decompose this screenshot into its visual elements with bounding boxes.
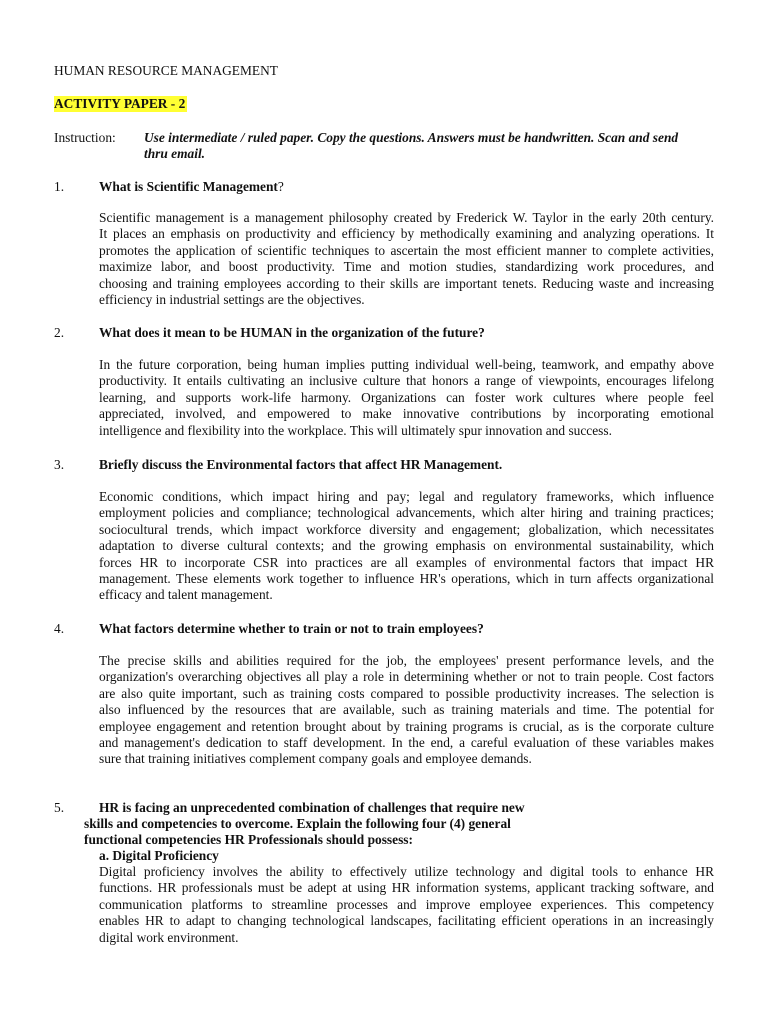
answer-line: efficacy and talent management. [99,587,273,603]
answer-line: In the future corporation, being human implies putting individual well-being, teamwork, and empathy above [99,357,714,372]
answer-line: management. These elements work together to influence HR's operations, which in turn affects organizational [99,571,714,587]
answer-paragraph [99,864,714,946]
answer-line: are also quite important, such as training costs compared to possible productivity increases. The selection is [99,685,714,701]
answer-line: organization's overarching objectives all play a role in determining whether or not to train people. Cost factors [99,669,714,685]
question-text: What does it mean to be HUMAN in the organization of the future? [99,325,485,340]
question-number: 3. [54,457,65,472]
answer-line: digital work environment. [99,929,239,945]
question-text: What factors determine whether to train or not to train employees? [99,621,484,636]
answer-line: also influenced by the resources that are available, such as training materials and time. The potential for [99,702,714,718]
answer-line: functions. HR professionals must be adept at using HR information systems, applicant tracking software, and [99,880,714,896]
answer-line: intelligence and flexibility into the workplace. This will ultimately spur innovation and success. [99,422,612,438]
activity-title: ACTIVITY PAPER - 2 [54,96,186,111]
answer-line: Economic conditions, which impact hiring and pay; legal and regulatory frameworks, which influence [99,489,714,504]
instruction-line: Use intermediate / ruled paper. Copy the questions. Answers must be handwritten. Scan and send [144,130,679,145]
question-text: skills and competencies to overcome. Explain the following four (4) general [84,816,511,831]
question-text: HR is facing an unprecedented combination of challenges that require new [99,800,525,815]
answer-line: sociocultural trends, which impact workforce diversity and engagement; globalization, which necessitates [99,521,714,537]
answer-line: Scientific management is a management philosophy created by Frederick W. Taylor in the early 20th century. [99,210,714,225]
question-number: 5. [54,800,65,815]
answer-line: productivity. It entails cultivating an inclusive culture that honors a range of viewpoints, encourages lifelong [99,373,714,389]
instruction-line: thru email. [144,146,206,162]
answer-line: maximize labor, and boost productivity. Time and motion studies, standardizing work procedures, and [99,259,714,275]
answer-line: efficiency in industrial settings are the objectives. [99,292,365,308]
document-header: HUMAN RESOURCE MANAGEMENT [54,63,278,78]
question-number: 1. [54,179,65,194]
answer-line: The precise skills and abilities required for the job, the employees' present performance levels, and the [99,653,714,668]
question-number: 2. [54,325,65,340]
answer-line: enables HR to adapt to changing technological landscapes, facilitating efficient operations in an increasingly [99,913,714,929]
answer-paragraph [99,653,714,768]
question-text: functional competencies HR Professionals should possess: [84,832,413,847]
answer-line: and management's dedication to staff development. In the end, a careful evaluation of these variables makes [99,735,714,751]
question-text [99,179,719,195]
answer-line: Digital proficiency involves the ability to effectively utilize technology and digital tools to enhance HR [99,864,714,879]
sub-heading: a. Digital Proficiency [99,848,219,863]
answer-line: communication platforms to streamline processes and improve employee experiences. This competency [99,896,714,912]
question-number: 4. [54,621,65,636]
question-tail: ? [277,179,284,194]
answer-line: promotes the application of scientific techniques to ascertain the most efficient manner to complete activities, [99,242,714,258]
answer-line: adaptation to diverse cultural contexts; and the growing emphasis on environmental sustainability, which [99,538,714,554]
answer-line: employment policies and compliance; technological advancements, which alter hiring and training practices; [99,505,714,521]
answer-line: forces HR to incorporate CSR into practices are all examples of environmental factors that impact HR [99,554,714,570]
answer-line: learning, and supports work-life harmony. Organizations can foster work cultures where people feel [99,389,714,405]
question-bold: What is Scientific Management [99,179,278,194]
answer-paragraph [99,357,714,439]
answer-line: choosing and training employees according to their skills are important tenets. Reducing waste and increasing [99,275,714,291]
question-text: Briefly discuss the Environmental factors that affect HR Management. [99,457,503,472]
instruction-label: Instruction: [54,130,116,145]
instruction-text [144,130,716,163]
answer-line: appreciated, involved, and empowered to make innovative contributions by incorporating emotional [99,406,714,422]
answer-line: sure that training initiatives complement company goals and employee demands. [99,751,532,767]
answer-paragraph [99,210,714,308]
answer-paragraph [99,489,714,604]
answer-line: It places an emphasis on productivity and efficiency by methodically examining and analyzing operations. It [99,226,714,242]
answer-line: employee engagement and retention brought about by training programs is crucial, as is the corporate culture [99,718,714,734]
